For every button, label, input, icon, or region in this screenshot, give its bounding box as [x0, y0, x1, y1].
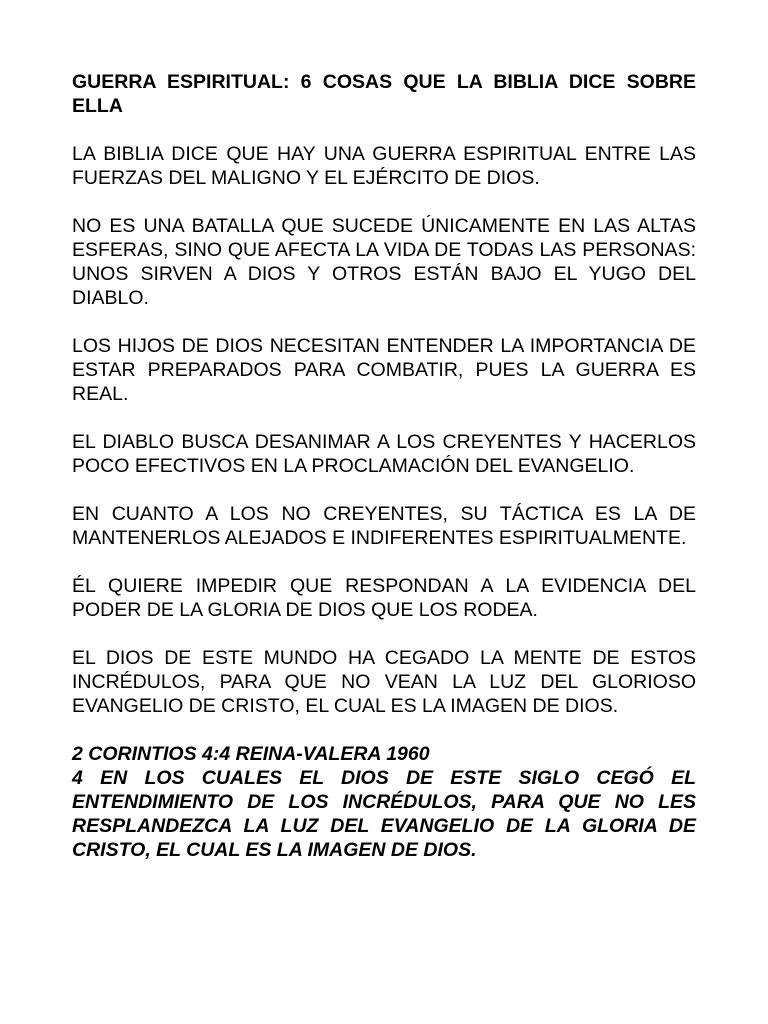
paragraph-3: LOS HIJOS DE DIOS NECESITAN ENTENDER LA IMPORTANCIA DE ESTAR PREPARADOS PARA COMBATIR, PUES LA GUERRA ES REAL.: [72, 335, 696, 405]
verse-reference: 2 CORINTIOS 4:4 REINA-VALERA 1960: [72, 743, 430, 765]
verse-text: 4 EN LOS CUALES EL DIOS DE ESTE SIGLO CEGÓ EL ENTENDIMIENTO DE LOS INCRÉDULOS, PARA QUE NO LES RESPLANDEZCA LA LUZ DEL EVANGELIO DE LA GLORIA DE CRISTO, EL CUAL ES LA IMAGEN DE DIOS.: [72, 767, 696, 861]
paragraph-2: NO ES UNA BATALLA QUE SUCEDE ÚNICAMENTE EN LAS ALTAS ESFERAS, SINO QUE AFECTA LA VIDA DE TODAS LAS PERSONAS: UNOS SIRVEN A DIOS Y OTROS ESTÁN BAJO EL YUGO DEL DIABLO.: [72, 215, 696, 309]
paragraph-7: EL DIOS DE ESTE MUNDO HA CEGADO LA MENTE DE ESTOS INCRÉDULOS, PARA QUE NO VEAN LA LUZ DEL GLORIOSO EVANGELIO DE CRISTO, EL CUAL ES LA IMAGEN DE DIOS.: [72, 647, 696, 717]
document-page: [72, 70, 696, 862]
paragraph-5: EN CUANTO A LOS NO CREYENTES, SU TÁCTICA ES LA DE MANTENERLOS ALEJADOS E INDIFERENTES ESPIRITUALMENTE.: [72, 503, 696, 549]
document-title: GUERRA ESPIRITUAL: 6 COSAS QUE LA BIBLIA DICE SOBRE ELLA: [72, 71, 696, 117]
bible-verse-block: [72, 742, 696, 862]
paragraph-6: ÉL QUIERE IMPEDIR QUE RESPONDAN A LA EVIDENCIA DEL PODER DE LA GLORIA DE DIOS QUE LOS RODEA.: [72, 575, 696, 621]
paragraph-1: LA BIBLIA DICE QUE HAY UNA GUERRA ESPIRITUAL ENTRE LAS FUERZAS DEL MALIGNO Y EL EJÉRCITO DE DIOS.: [72, 143, 696, 189]
paragraph-4: EL DIABLO BUSCA DESANIMAR A LOS CREYENTES Y HACERLOS POCO EFECTIVOS EN LA PROCLAMACIÓN DEL EVANGELIO.: [72, 431, 696, 477]
